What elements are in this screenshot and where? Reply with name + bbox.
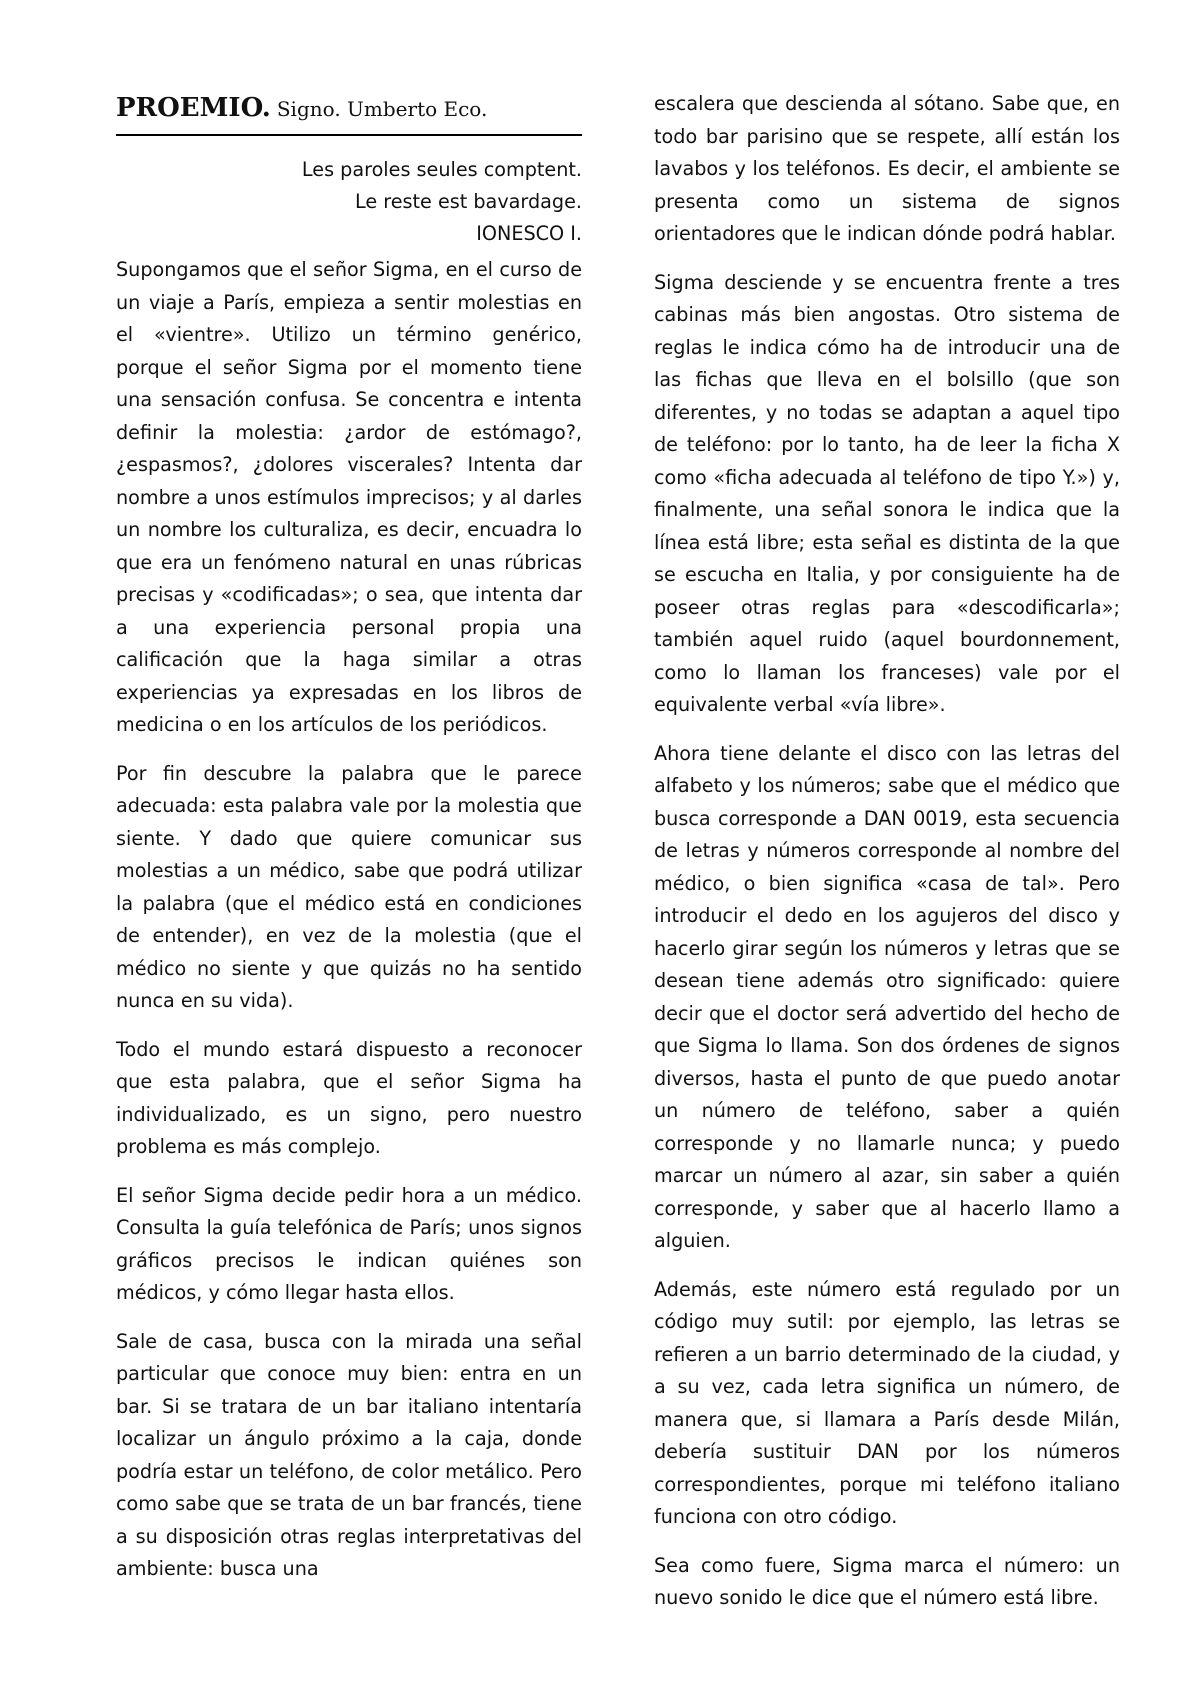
paragraph: Por fin descubre la palabra que le parece adecuada: esta palabra vale por la molestia que siente. Y dado que quiere comunicar sus molestias a un médico, sabe que podrá utilizar la palabra (que el médico está en condiciones de entender), en vez de la molestia (que el médico no siente y que quizás no ha sentido nunca en su vida). xyxy=(116,761,582,1012)
epigraph-line-2: Le reste est bavardage. xyxy=(355,190,582,213)
chapter-subtitle: Signo. Umberto Eco. xyxy=(276,97,488,121)
paragraph: Sale de casa, busca con la mirada una señal particular que conoce muy bien: entra en un bar. Si se tratara de un bar italiano intentaría localizar un ángulo próximo a la caja, donde podría estar un teléfono, de color metálico. Pero como sabe que se trata de un bar francés, tiene a su disposición otras reglas interpretativas del ambiente: busca una xyxy=(116,1329,582,1580)
paragraph: Ahora tiene delante el disco con las letras del alfabeto y los números; sabe que el médico que busca corresponde a DAN 0019, esta secuencia de letras y números corresponde al nombre del médico, o bien significa «casa de tal». Pero introducir el dedo en los agujeros del disco y hacerlo girar según los números y letras que se desean tiene además otro significado: quiere decir que el doctor será advertido del hecho de que Sigma lo llama. Son dos órdenes de signos diversos, hasta el punto de que puedo anotar un número de teléfono, saber a quién corresponde y no llamarle nunca; y puedo marcar un número al azar, sin saber a quién corresponde, y saber que al hacerlo llamo a alguien. xyxy=(654,741,1120,1252)
paragraph: Sea como fuere, Sigma marca el número: un nuevo sonido le dice que el número está libre. xyxy=(654,1553,1120,1609)
paragraph: El señor Sigma decide pedir hora a un médico. Consulta la guía telefónica de París; unos signos gráficos precisos le indican quiénes son médicos, y cómo llegar hasta ellos. xyxy=(116,1183,582,1304)
paragraph: Todo el mundo estará dispuesto a reconocer que esta palabra, que el señor Sigma ha individualizado, es un signo, pero nuestro problema es más complejo. xyxy=(116,1037,582,1158)
chapter-title: PROEMIO. xyxy=(116,93,271,123)
left-column xyxy=(116,88,582,1602)
paragraph: Sigma desciende y se encuentra frente a tres cabinas más bien angostas. Otro sistema de reglas le indica cómo ha de introducir una de las fichas que lleva en el bolsillo (que son diferentes, y no todas se adaptan a aquel tipo de teléfono: por lo tanto, ha de leer la ficha X como «ficha adecuada al teléfono de tipo Y.») y, finalmente, una señal sonora le indica que la línea está libre; esta señal es distinta de la que se escucha en Italia, y por consiguiente ha de poseer otras reglas para «descodificarla»; también aquel ruido (aquel bourdonnement, como lo llaman los franceses) vale por el equivalente verbal «vía libre». xyxy=(654,270,1120,716)
epigraph-line-1: Les paroles seules comptent. xyxy=(301,158,582,181)
paragraph: Además, este número está regulado por un código muy sutil: por ejemplo, las letras se refieren a un barrio determinado de la ciudad, y a su vez, cada letra significa un número, de manera que, si llamara a París desde Milán, debería sustituir DAN por los números correspondientes, porque mi teléfono italiano funciona con otro código. xyxy=(654,1277,1120,1528)
paragraph: Supongamos que el señor Sigma, en el curso de un viaje a París, empieza a sentir molestias en el «vientre». Utilizo un término genérico, porque el señor Sigma por el momento tiene una sensación confusa. Se concentra e intenta definir la molestia: ¿ardor de estómago?, ¿espasmos?, ¿dolores viscerales? Intenta dar nombre a unos estímulos imprecisos; y al darles un nombre los culturaliza, es decir, encuadra lo que era un fenómeno natural en unas rúbricas precisas y «codificadas»; o sea, que intenta dar a una experiencia personal propia una calificación que la haga similar a otras experiencias ya expresadas en los libros de medicina o en los artículos de los periódicos. xyxy=(116,258,582,736)
epigraph xyxy=(116,154,582,250)
title-block xyxy=(116,88,582,136)
right-column xyxy=(654,88,1120,1631)
paragraph: escalera que descienda al sótano. Sabe que, en todo bar parisino que se respete, allí están los lavabos y los teléfonos. Es decir, el ambiente se presenta como un sistema de signos orientadores que le indican dónde podrá hablar. xyxy=(654,92,1120,245)
epigraph-author: IONESCO I. xyxy=(476,222,582,245)
